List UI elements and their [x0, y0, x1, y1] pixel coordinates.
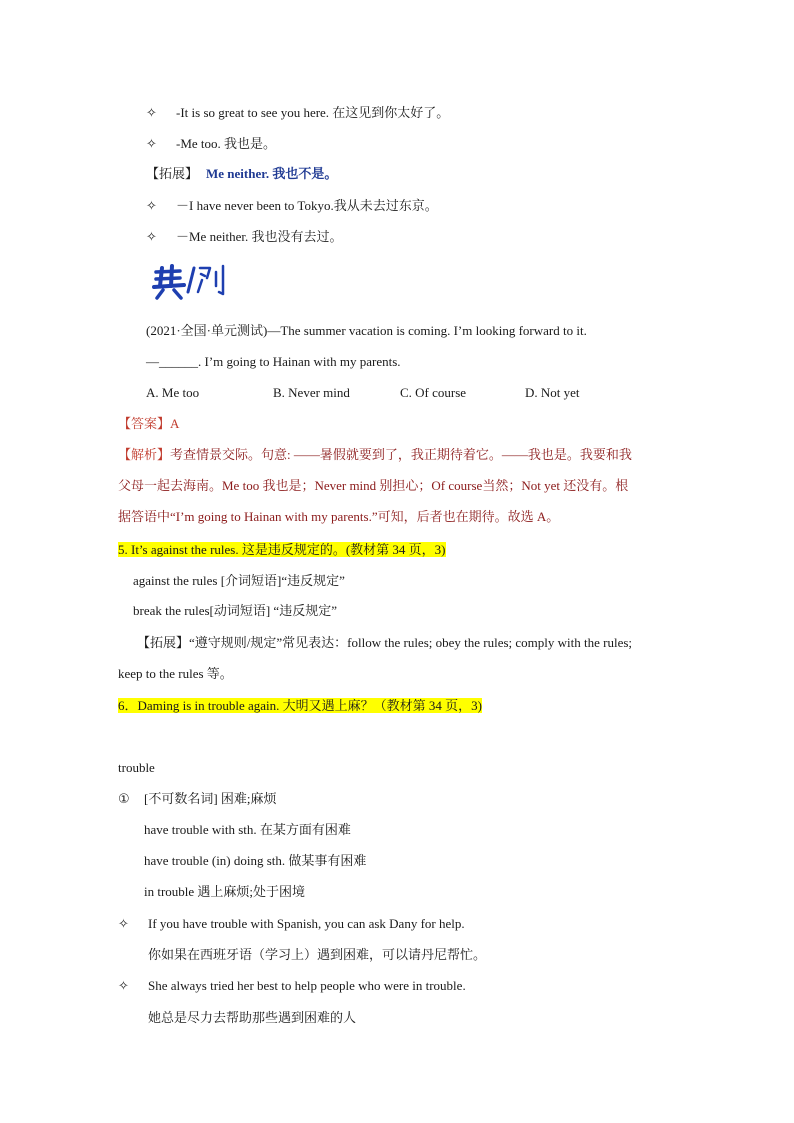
phrase-item: have trouble (in) doing sth. 做某事有困难 — [144, 853, 367, 868]
diamond-bullet-icon: ✧ — [146, 106, 157, 121]
answer-label: 【答案】 — [118, 416, 171, 431]
example-sentence: ✧ She always tried her best to help people who were in trouble. — [118, 978, 466, 994]
example-question: (2021·全国·单元测试)—The summer vacation is coming. I’m looking forward to it. — [146, 323, 587, 338]
item-5-heading: 5. It’s against the rules. 这是违反规定的。(教材第 34 页，3) — [118, 542, 446, 557]
phrase-item: have trouble with sth. 在某方面有困难 — [144, 822, 351, 837]
vocab-word: trouble — [118, 760, 155, 775]
option-b: B. Never mind — [273, 385, 350, 400]
dialog-line: ✧ －I have never been to Tokyo.我从未去过东京。 — [146, 198, 438, 214]
option-c: C. Of course — [400, 385, 467, 400]
example-translation: 你如果在西班牙语（学习上）遇到困难，可以请丹尼帮忙。 — [148, 947, 487, 962]
sense-1: ① [不可数名词] 困难;麻烦 — [118, 791, 277, 807]
dialog-line: ✧ -It is so great to see you here. 在这见到你太好了。 — [146, 105, 450, 121]
analysis-label: 【解析】 — [118, 447, 171, 462]
extension-label: 【拓展】 — [146, 166, 199, 181]
example-logo-icon — [150, 262, 230, 302]
item-5-line-2: break the rules[动词短语] “违反规定” — [133, 603, 337, 618]
example-answer-line: —______. I’m going to Hainan with my parents. — [146, 354, 401, 369]
item-5-line-1: against the rules [介词短语]“违反规定” — [133, 573, 345, 588]
diamond-bullet-icon: ✧ — [118, 979, 129, 994]
analysis-line-3: 据答语中“I’m going to Hainan with my parents.”可知，后者也在期待。故选 A。 — [118, 509, 560, 524]
dialog-line: ✧ －Me neither. 我也没有去过。 — [146, 229, 343, 245]
extension-text: Me neither. 我也不是。 — [206, 166, 338, 181]
extension-note — [146, 166, 337, 182]
phrase-item: in trouble 遇上麻烦;处于困境 — [144, 884, 306, 899]
item-6-heading: 6．Daming is in trouble again. 大明又遇上麻？（教材第 34 页，3) — [118, 698, 482, 713]
answer-value: A — [170, 416, 180, 431]
diamond-bullet-icon: ✧ — [118, 917, 129, 932]
example-sentence: ✧ If you have trouble with Spanish, you can ask Dany for help. — [118, 916, 465, 932]
answer — [118, 416, 179, 432]
diamond-bullet-icon: ✧ — [146, 137, 157, 152]
diamond-bullet-icon: ✧ — [146, 199, 157, 214]
analysis-line-1: 【解析】考查情景交际。句意: ——暑假就要到了，我正期待着它。——我也是。我要和我 — [118, 447, 632, 462]
extension-label: 【拓展】 — [137, 635, 190, 650]
option-d: D. Not yet — [525, 385, 580, 400]
option-a: A. Me too — [146, 385, 200, 400]
analysis-line-2: 父母一起去海南。Me too 我也是；Never mind 别担心；Of course当然；Not yet 还没有。根 — [118, 478, 629, 493]
circled-number-icon: ① — [118, 792, 130, 807]
item-5-extension: 【拓展】“遵守规则/规定”常见表达：follow the rules; obey the rules; comply with the rules; — [137, 635, 633, 650]
diamond-bullet-icon: ✧ — [146, 230, 157, 245]
item-5-extension-cont: keep to the rules 等。 — [118, 666, 233, 681]
dialog-line: ✧ -Me too. 我也是。 — [146, 136, 277, 152]
example-translation: 她总是尽力去帮助那些遇到困难的人 — [148, 1010, 357, 1025]
